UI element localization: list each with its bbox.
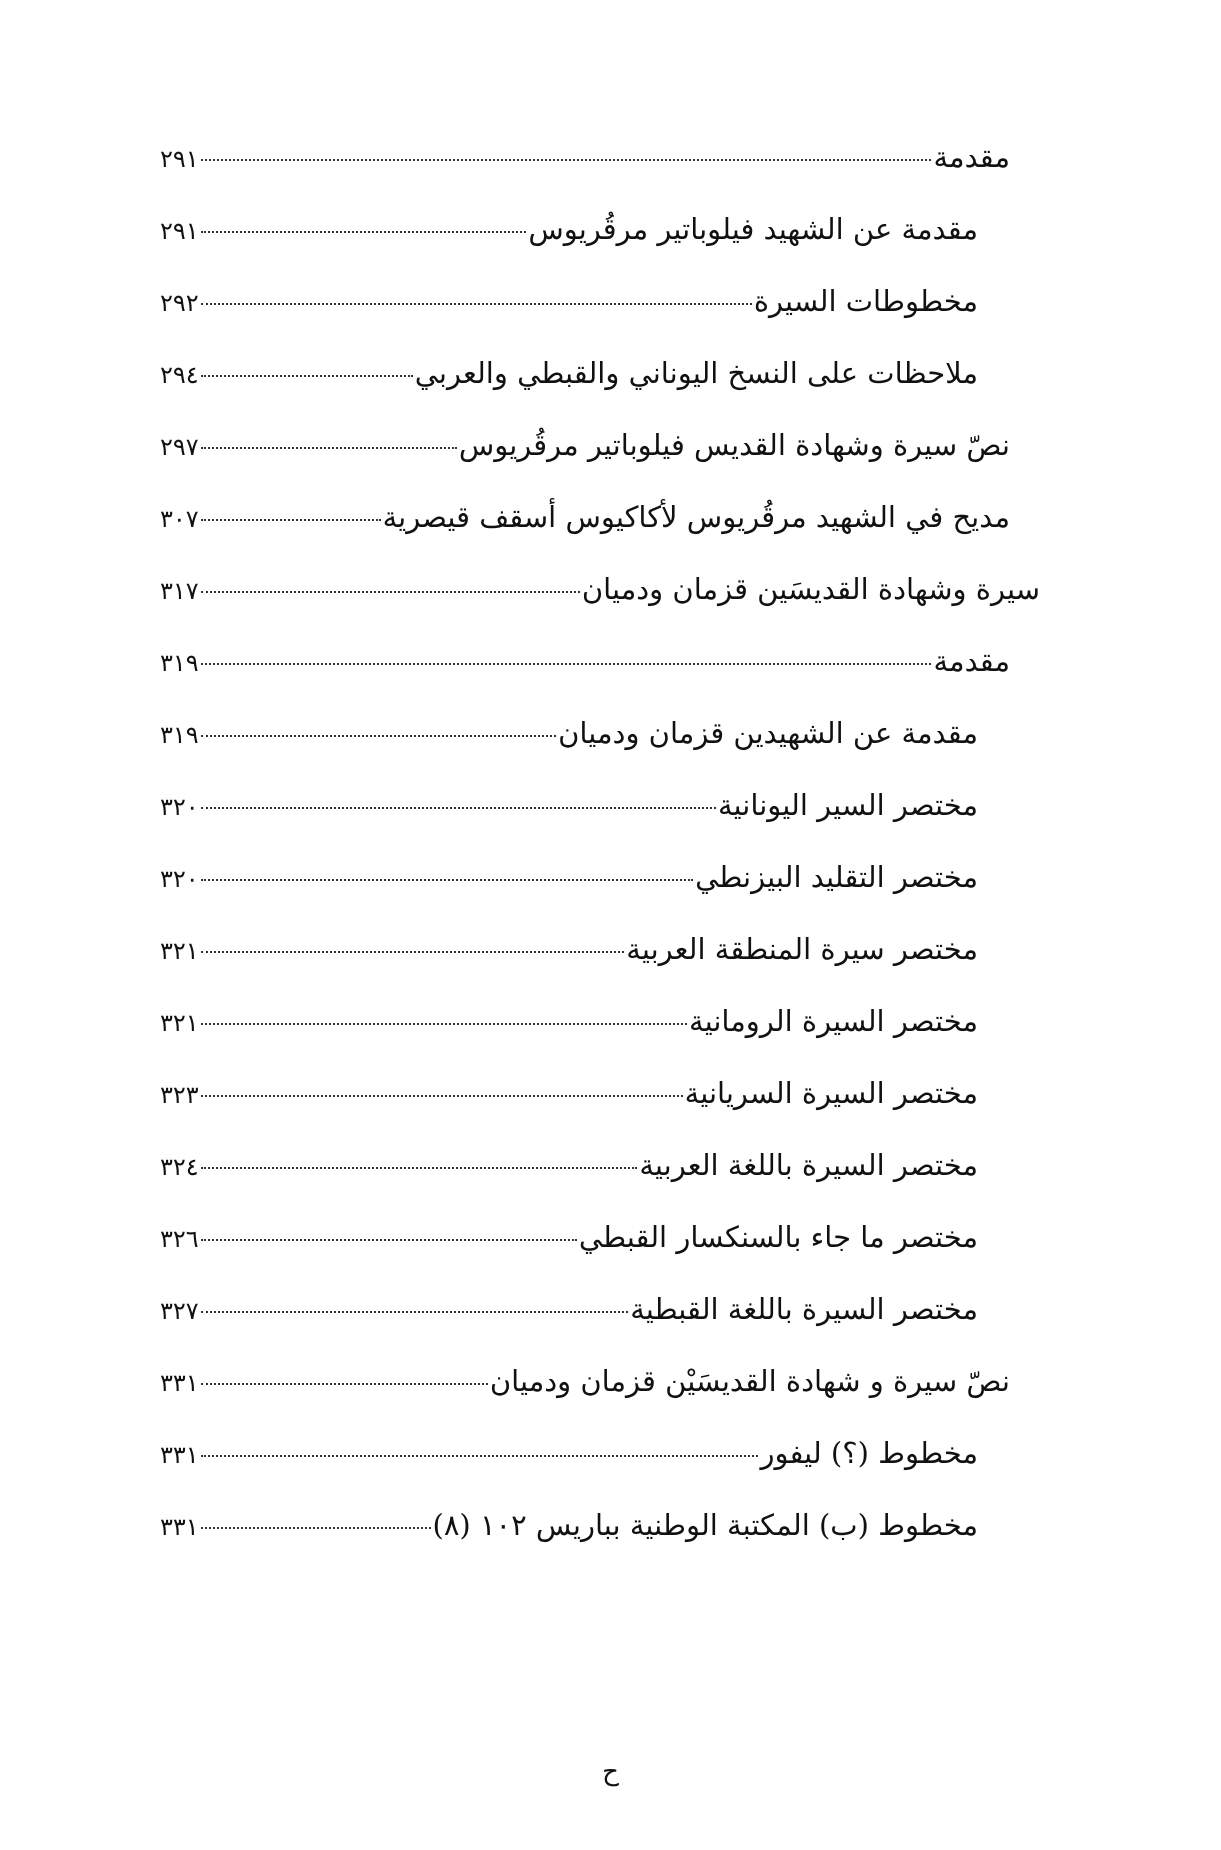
toc-entry-page: ٢٩٢ (160, 289, 199, 317)
toc-entry-title: نصّ سيرة وشهادة القديس فيلوباتير مرقُريوس (458, 428, 1010, 462)
toc-entry-title: مختصر السيرة السريانية (684, 1076, 978, 1110)
toc-entry-page: ٣٢١ (160, 937, 199, 965)
toc-entry-page: ٢٩٤ (160, 361, 199, 389)
toc-entry (160, 1076, 1040, 1148)
toc-entry (160, 716, 1040, 788)
toc-entry-page: ٣١٩ (160, 721, 199, 749)
dot-leader (201, 1167, 638, 1169)
toc-entry-title: سيرة وشهادة القديسَين قزمان ودميان (581, 572, 1040, 606)
toc-entry-page: ٢٩٧ (160, 433, 199, 461)
toc-entry-page: ٣٣١ (160, 1441, 199, 1469)
toc-entry (160, 644, 1040, 716)
toc-entry-title: مخطوط (ب) المكتبة الوطنية بباريس ١٠٢ (٨) (432, 1508, 978, 1542)
toc-entry (160, 572, 1040, 644)
dot-leader (201, 1311, 629, 1313)
toc-entry-page: ٣١٩ (160, 649, 199, 677)
dot-leader (201, 375, 413, 377)
toc-entry-title: مختصر السيرة باللغة العربية (639, 1148, 978, 1182)
toc-entry (160, 1364, 1040, 1436)
table-of-contents (160, 140, 1040, 1580)
toc-entry (160, 1004, 1040, 1076)
dot-leader (201, 807, 716, 809)
dot-leader (201, 735, 556, 737)
toc-entry-title: مقدمة عن الشهيدين قزمان ودميان (558, 716, 978, 750)
dot-leader (201, 303, 752, 305)
toc-entry-title: مختصر السيرة الرومانية (689, 1004, 978, 1038)
toc-entry-page: ٢٩١ (160, 217, 199, 245)
toc-entry (160, 860, 1040, 932)
dot-leader (201, 231, 527, 233)
toc-entry-page: ٣٠٧ (160, 505, 199, 533)
toc-entry-page: ٣٢٦ (160, 1225, 199, 1253)
dot-leader (201, 879, 693, 881)
toc-entry-page: ٣٢٠ (160, 793, 199, 821)
toc-entry-title: مقدمة عن الشهيد فيلوباتير مرقُريوس (528, 212, 978, 246)
toc-entry-page: ٣٣١ (160, 1513, 199, 1541)
toc-entry-title: ملاحظات على النسخ اليوناني والقبطي والعربي (414, 356, 978, 390)
dot-leader (201, 1527, 431, 1529)
toc-entry-page: ٣٢٤ (160, 1153, 199, 1181)
toc-entry-title: مختصر السيرة باللغة القبطية (630, 1292, 978, 1326)
toc-entry-title: مختصر سيرة المنطقة العربية (626, 932, 978, 966)
toc-entry (160, 428, 1040, 500)
toc-entry-title: مخطوطات السيرة (753, 284, 978, 318)
toc-entry-page: ٣٢٧ (160, 1297, 199, 1325)
toc-entry-page: ٣١٧ (160, 577, 199, 605)
toc-entry-page: ٢٩١ (160, 145, 199, 173)
toc-entry (160, 356, 1040, 428)
toc-entry-title: مديح في الشهيد مرقُريوس لأكاكيوس أسقف قيصرية (382, 500, 1010, 534)
toc-entry (160, 1220, 1040, 1292)
toc-entry (160, 932, 1040, 1004)
toc-entry (160, 1508, 1040, 1580)
toc-entry-title: مخطوط (؟) ليفور (760, 1436, 978, 1470)
dot-leader (201, 1455, 759, 1457)
toc-entry-page: ٣٣١ (160, 1369, 199, 1397)
toc-entry (160, 1148, 1040, 1220)
toc-entry (160, 212, 1040, 284)
toc-entry (160, 788, 1040, 860)
dot-leader (201, 519, 381, 521)
toc-entry-title: مختصر التقليد البيزنطي (695, 860, 978, 894)
dot-leader (201, 1383, 488, 1385)
dot-leader (201, 591, 580, 593)
toc-entry-page: ٣٢١ (160, 1009, 199, 1037)
dot-leader (201, 663, 932, 665)
dot-leader (201, 159, 932, 161)
toc-entry-page: ٣٢٠ (160, 865, 199, 893)
toc-entry-title: مختصر السير اليونانية (717, 788, 978, 822)
toc-entry (160, 500, 1040, 572)
toc-entry-title: مختصر ما جاء بالسنكسار القبطي (578, 1220, 978, 1254)
dot-leader (201, 447, 457, 449)
toc-entry-page: ٣٢٣ (160, 1081, 199, 1109)
page-number: ح (602, 1757, 619, 1787)
dot-leader (201, 951, 625, 953)
toc-entry (160, 284, 1040, 356)
dot-leader (201, 1095, 683, 1097)
toc-entry-title: مقدمة (933, 140, 1010, 174)
dot-leader (201, 1239, 577, 1241)
toc-entry (160, 1436, 1040, 1508)
toc-entry-title: مقدمة (933, 644, 1010, 678)
dot-leader (201, 1023, 687, 1025)
toc-entry (160, 140, 1040, 212)
toc-entry-title: نصّ سيرة و شهادة القديسَيْن قزمان ودميان (489, 1364, 1010, 1398)
toc-entry (160, 1292, 1040, 1364)
